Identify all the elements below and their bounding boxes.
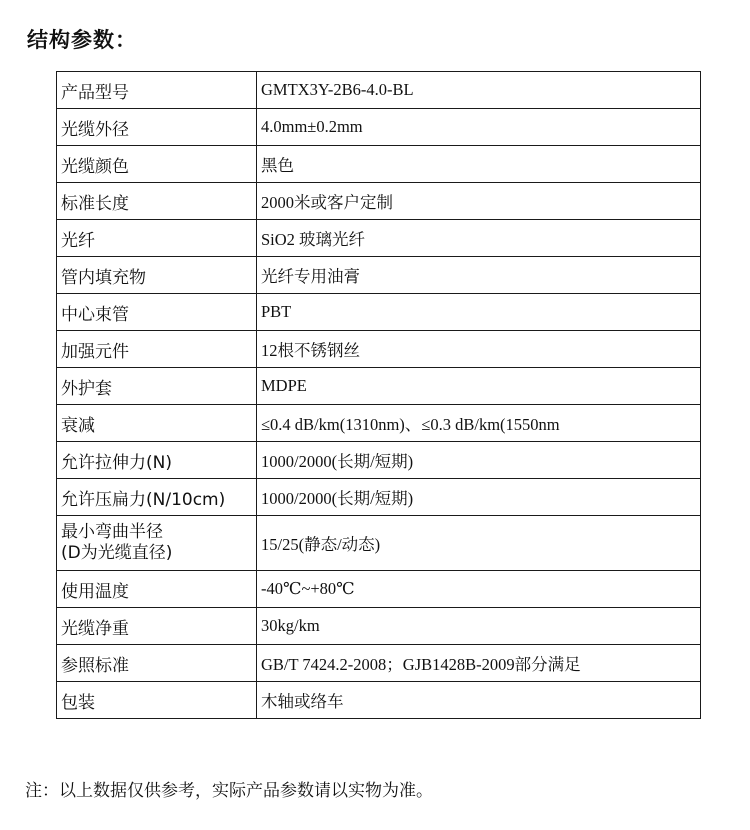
row-value: 30kg/km [257,608,701,645]
row-label-line: (D为光缆直径) [61,543,173,563]
footnote: 注：以上数据仅供参考，实际产品参数请以实物为准。 [25,781,433,801]
row-label: 包装 [57,682,257,719]
table-row [57,220,701,257]
table-row [57,257,701,294]
row-label: 光缆颜色 [57,146,257,183]
row-label: 允许拉伸力(N) [57,442,257,479]
row-value: -40℃~+80℃ [257,571,701,608]
table-row [57,331,701,368]
table-row [57,109,701,146]
table-row [57,645,701,682]
row-value: GMTX3Y-2B6-4.0-BL [257,72,701,109]
row-label: 中心束管 [57,294,257,331]
row-label: 加强元件 [57,331,257,368]
row-label: 管内填充物 [57,257,257,294]
row-value: 4.0mm±0.2mm [257,109,701,146]
table-row [57,682,701,719]
row-label: 光缆外径 [57,109,257,146]
row-value: 1000/2000(长期/短期) [257,442,701,479]
row-label: 参照标准 [57,645,257,682]
table-row [57,442,701,479]
table-row [57,405,701,442]
page-title: 结构参数： [27,28,137,52]
table-row [57,571,701,608]
table-row [57,294,701,331]
row-value: ≤0.4 dB/km(1310nm)、≤0.3 dB/km(1550nm [257,405,701,442]
row-label: 允许压扁力(N/10cm) [57,479,257,516]
row-value: MDPE [257,368,701,405]
row-label: 标准长度 [57,183,257,220]
table-row [57,368,701,405]
table-row [57,183,701,220]
table-row [57,516,701,571]
row-value: 黑色 [257,146,701,183]
row-label: 使用温度 [57,571,257,608]
row-value: 15/25(静态/动态) [257,516,701,571]
row-label: 衰减 [57,405,257,442]
row-label [57,516,257,571]
row-value: SiO2 玻璃光纤 [257,220,701,257]
row-value: 木轴或络车 [257,682,701,719]
row-value: PBT [257,294,701,331]
row-label: 光纤 [57,220,257,257]
table-row [57,479,701,516]
row-label: 光缆净重 [57,608,257,645]
row-value: 光纤专用油膏 [257,257,701,294]
row-value: 2000米或客户定制 [257,183,701,220]
row-value: GB/T 7424.2-2008；GJB1428B-2009部分满足 [257,645,701,682]
table-row [57,72,701,109]
table-row [57,608,701,645]
row-value: 12根不锈钢丝 [257,331,701,368]
row-value: 1000/2000(长期/短期) [257,479,701,516]
row-label-line: 最小弯曲半径 [61,522,163,542]
row-label: 外护套 [57,368,257,405]
row-label: 产品型号 [57,72,257,109]
table-row [57,146,701,183]
spec-table [56,71,701,719]
